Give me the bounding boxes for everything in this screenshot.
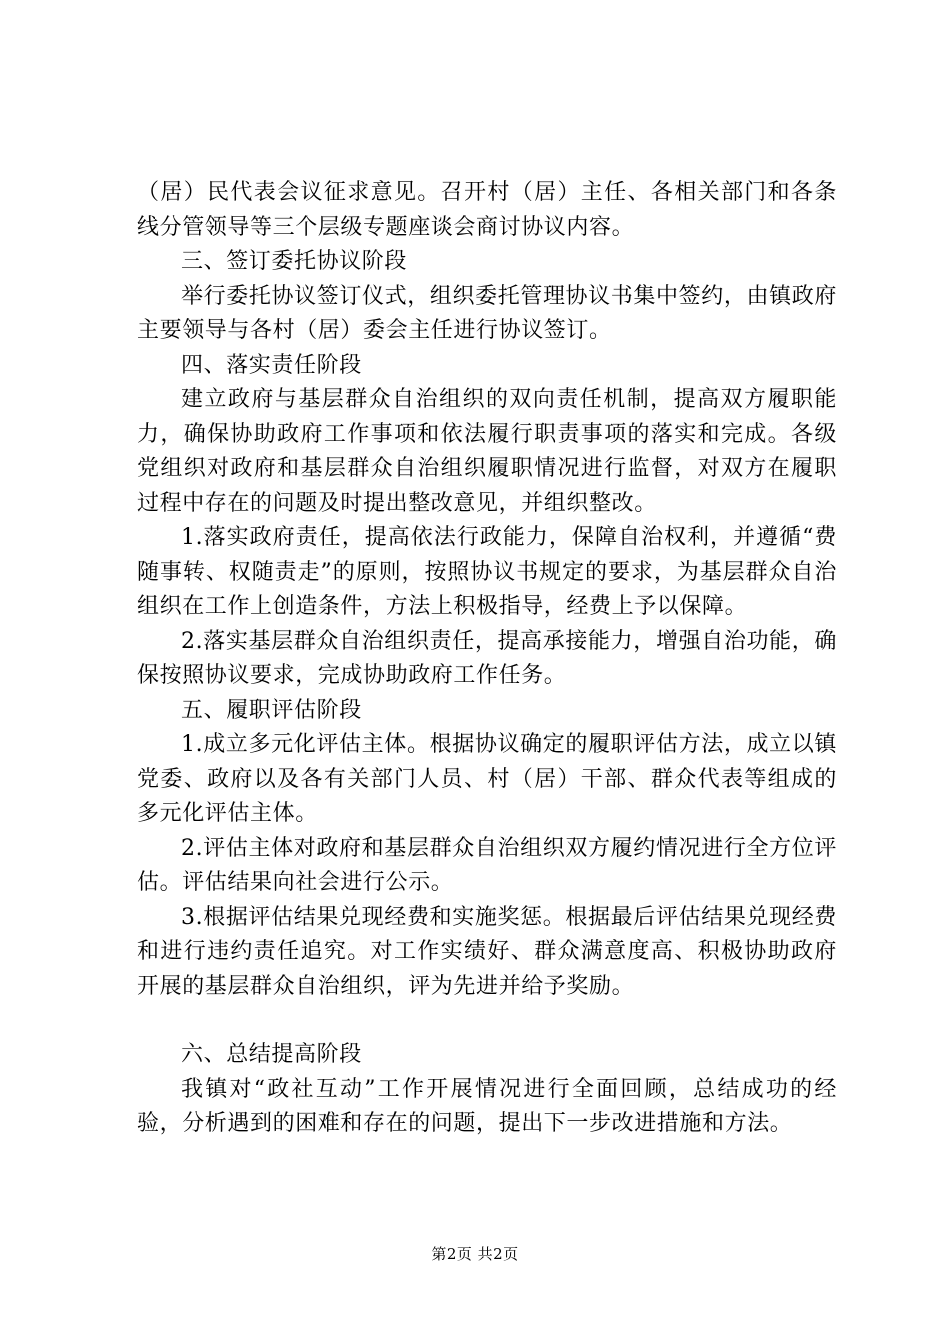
paragraph: 建立政府与基层群众自治组织的双向责任机制，提高双方履职能力，确保协助政府工作事项和依法履行职责事项的落实和完成。各级党组织对政府和基层群众自治组织履职情况进行监督，对双方在履职过程中存在的问题及时提出整改意见，并组织整改。 (137, 387, 837, 516)
paragraph: 1.成立多元化评估主体。根据协议确定的履职评估方法，成立以镇党委、政府以及各有关部门人员、村（居）干部、群众代表等组成的多元化评估主体。 (137, 732, 837, 826)
paragraph: 2.落实基层群众自治组织责任，提高承接能力，增强自治功能，确保按照协议要求，完成协助政府工作任务。 (137, 628, 837, 688)
paragraph: 举行委托协议签订仪式，组织委托管理协议书集中签约，由镇政府主要领导与各村（居）委会主任进行协议签订。 (137, 283, 837, 343)
page-number-footer: 第2页 共2页 (431, 1245, 519, 1263)
paragraph-continuation: （居）民代表会议征求意见。召开村（居）主任、各相关部门和各条线分管领导等三个层级专题座谈会商讨协议内容。 (137, 180, 837, 240)
section-heading-signing: 三、签订委托协议阶段 (181, 249, 408, 274)
paragraph: 1.落实政府责任，提高依法行政能力，保障自治权利，并遵循“费随事转、权随责走”的原则，按照协议书规定的要求，为基层群众自治组织在工作上创造条件，方法上积极指导，经费上予以保障。 (137, 525, 837, 619)
section-heading-responsibility: 四、落实责任阶段 (181, 352, 362, 378)
document-body (137, 176, 837, 1142)
paragraph: 2.评估主体对政府和基层群众自治组织双方履约情况进行全方位评估。评估结果向社会进行公示。 (137, 835, 837, 895)
paragraph: 我镇对“政社互动”工作开展情况进行全面回顾，总结成功的经验，分析遇到的困难和存在的问题，提出下一步改进措施和方法。 (137, 1076, 837, 1136)
paragraph: 3.根据评估结果兑现经费和实施奖惩。根据最后评估结果兑现经费和进行违约责任追究。对工作实绩好、群众满意度高、积极协助政府开展的基层群众自治组织，评为先进并给予奖励。 (137, 904, 837, 999)
section-heading-summary: 六、总结提高阶段 (181, 1042, 362, 1067)
section-heading-evaluation: 五、履职评估阶段 (181, 697, 362, 723)
